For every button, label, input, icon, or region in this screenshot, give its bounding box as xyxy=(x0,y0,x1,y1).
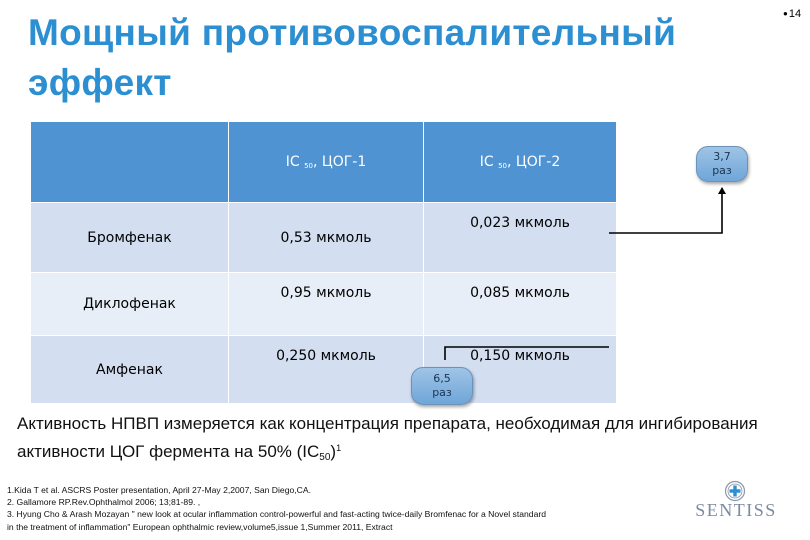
ic50-table xyxy=(30,121,617,404)
cox1-value: 0,250 мкмоль xyxy=(229,336,424,404)
ratio-callout-value: 3,7 xyxy=(713,150,731,163)
references xyxy=(7,484,687,533)
drug-name: Диклофенак xyxy=(31,273,229,336)
page-title: Мощный противовоспалительный эффект xyxy=(28,12,677,103)
table-row xyxy=(31,273,617,336)
header-cox1-suffix: , ЦОГ-1 xyxy=(312,154,367,170)
ratio-callout-unit: раз xyxy=(432,386,452,399)
ratio-callout-unit: раз xyxy=(712,164,732,177)
cox2-value: 0,023 мкмоль xyxy=(424,203,617,273)
drug-name: Амфенак xyxy=(31,336,229,404)
activity-close: ) xyxy=(330,442,337,461)
header-cox2-prefix: IC xyxy=(479,154,494,170)
cross-circle-icon xyxy=(724,480,746,502)
header-cox1-prefix: IC xyxy=(285,154,300,170)
sentiss-logo xyxy=(686,478,786,528)
activity-footnote-mark: 1 xyxy=(336,443,342,453)
header-cox2-suffix: , ЦОГ-2 xyxy=(506,154,561,170)
table-row xyxy=(31,336,617,404)
reference-item: 3. Hyung Cho & Arash Mozayan " new look at ocular inflammation control-powerful and fast-acting twice-daily Bromfenac for a Novel standard xyxy=(7,509,546,520)
ratio-callout-value: 6,5 xyxy=(433,372,451,385)
reference-item: 1.Kida T et al. ASCRS Poster presentation, April 27-May 2,2007, San Diego,CA. xyxy=(7,485,311,495)
cox2-value: 0,150 мкмоль xyxy=(424,336,617,404)
activity-description xyxy=(17,412,777,470)
ratio-1-connector xyxy=(609,188,722,233)
table-header-row xyxy=(31,122,617,203)
reference-item: 2. Gallamore RP.Rev.Ophthalmol 2006; 13;81-89. , xyxy=(7,497,201,508)
activity-text: Активность НПВП измеряется как концентрация препарата, необходимая для ингибирования активности ЦОГ фермента на 50% (IC xyxy=(17,414,758,461)
cox2-value: 0,085 мкмоль xyxy=(424,273,617,336)
logo-text: SENTISS xyxy=(695,500,777,520)
reference-item: in the treatment of inflammation" European ophthalmic review,volume5,issue 1,Summer 2011, Extract xyxy=(7,521,393,532)
ratio-callout-cox2 xyxy=(696,146,748,182)
table-row xyxy=(31,203,617,273)
header-cox2-sub: 50 xyxy=(498,162,507,170)
activity-sub: 50 xyxy=(319,452,331,463)
slide-number xyxy=(783,8,801,20)
bullet-icon: ● xyxy=(783,9,788,18)
header-cox2 xyxy=(424,122,617,203)
drug-name: Бромфенак xyxy=(31,203,229,273)
cox1-value: 0,53 мкмоль xyxy=(229,203,424,273)
header-empty-cell xyxy=(31,122,229,203)
header-cox1-sub: 50 xyxy=(304,162,313,170)
header-cox1 xyxy=(229,122,424,203)
slide-number-value: 14 xyxy=(788,8,802,20)
cox1-value: 0,95 мкмоль xyxy=(229,273,424,336)
ratio-callout-amfenac xyxy=(411,367,473,405)
